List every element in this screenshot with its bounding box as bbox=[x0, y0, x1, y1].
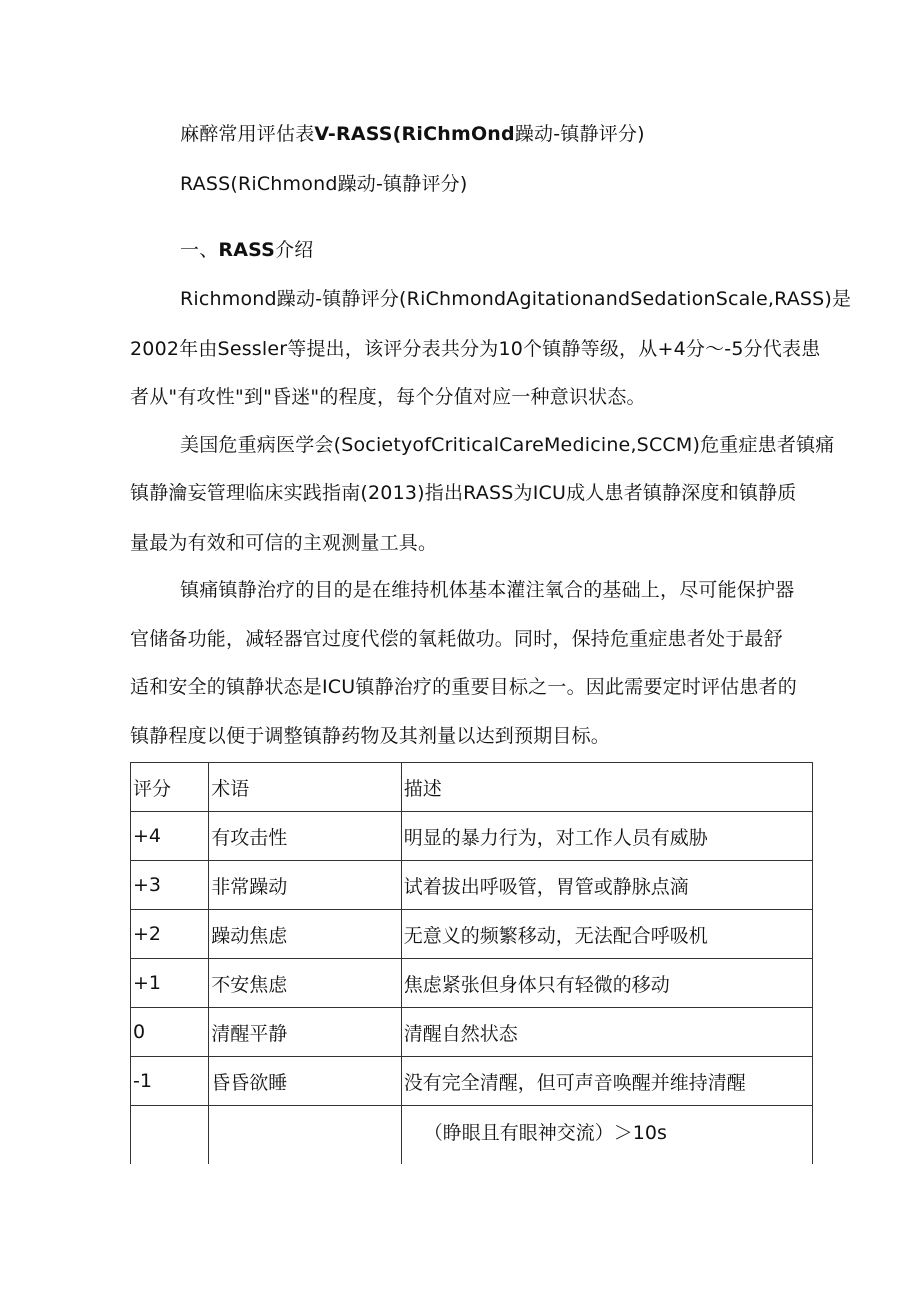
paragraph-line: Richmond躁动-镇静评分(RiChmondAgitationandSedationScale,RASS)是 bbox=[180, 288, 852, 310]
section-suffix: 介绍 bbox=[275, 239, 314, 261]
cell-description: 没有完全清醒，但可声音唤醒并维持清醒 bbox=[401, 1057, 812, 1106]
cell-description: 清醒自然状态 bbox=[401, 1008, 812, 1057]
cell-description: 明显的暴力行为，对工作人员有威胁 bbox=[401, 812, 812, 861]
cell-term: 躁动焦虑 bbox=[209, 910, 402, 959]
header-description: 描述 bbox=[401, 763, 812, 812]
paragraph-line: 镇痛镇静治疗的目的是在维持机体基本灌注氧合的基础上，尽可能保护器 bbox=[180, 579, 795, 601]
table-row bbox=[131, 861, 813, 910]
cell-score: +1 bbox=[131, 959, 209, 1008]
cell-term: 不安焦虑 bbox=[209, 959, 402, 1008]
paragraph-line: 美国危重病医学会(SocietyofCriticalCareMedicine,SCCM)危重症患者镇痛 bbox=[180, 434, 835, 456]
section-bold: RASS bbox=[218, 239, 276, 261]
cell-score: +4 bbox=[131, 812, 209, 861]
paragraph-line: 镇静程度以便于调整镇静药物及其剂量以达到预期目标。 bbox=[130, 725, 611, 747]
header-term: 术语 bbox=[209, 763, 402, 812]
table-row bbox=[131, 1008, 813, 1057]
table-row bbox=[131, 812, 813, 861]
cell-score: 0 bbox=[131, 1008, 209, 1057]
document-subtitle: RASS(RiChmond躁动-镇静评分) bbox=[180, 173, 468, 195]
cell-score: -1 bbox=[131, 1057, 209, 1106]
table-row bbox=[131, 1057, 813, 1106]
table-row bbox=[131, 910, 813, 959]
title-prefix: 麻醉常用评估表 bbox=[180, 123, 315, 145]
cell-description: （睁眼且有眼神交流）＞10s bbox=[401, 1106, 812, 1165]
title-suffix: 躁动-镇静评分) bbox=[514, 123, 645, 145]
cell-score: +3 bbox=[131, 861, 209, 910]
cell-score: +2 bbox=[131, 910, 209, 959]
rass-table bbox=[130, 762, 813, 1164]
cell-term: 有攻击性 bbox=[209, 812, 402, 861]
cell-description: 无意义的频繁移动，无法配合呼吸机 bbox=[401, 910, 812, 959]
paragraph-line: 量最为有效和可信的主观测量工具。 bbox=[130, 532, 438, 554]
cell-score bbox=[131, 1106, 209, 1165]
title-bold: V-RASS(RiChmOnd bbox=[314, 123, 515, 145]
section-heading bbox=[180, 238, 820, 262]
header-score: 评分 bbox=[131, 763, 209, 812]
document-title bbox=[180, 122, 820, 146]
cell-description: 试着拔出呼吸管，胃管或静脉点滴 bbox=[401, 861, 812, 910]
table-header-row bbox=[131, 763, 813, 812]
cell-term: 清醒平静 bbox=[209, 1008, 402, 1057]
paragraph-line: 适和安全的镇静状态是ICU镇静治疗的重要目标之一。因此需要定时评估患者的 bbox=[130, 676, 797, 698]
cell-description: 焦虑紧张但身体只有轻微的移动 bbox=[401, 959, 812, 1008]
cell-term bbox=[209, 1106, 402, 1165]
paragraph-line: 官储备功能，减轻器官过度代偿的氧耗做功。同时，保持危重症患者处于最舒 bbox=[130, 628, 783, 650]
table-row bbox=[131, 959, 813, 1008]
cell-term: 昏昏欲睡 bbox=[209, 1057, 402, 1106]
table-row bbox=[131, 1106, 813, 1165]
paragraph-line: 2002年由Sessler等提出，该评分表共分为10个镇静等级，从+4分～-5分代表患 bbox=[130, 338, 821, 360]
paragraph-line: 镇静瀹妄管理临床实践指南(2013)指出RASS为ICU成人患者镇静深度和镇静质 bbox=[130, 482, 797, 504]
paragraph-line: 者从"有攻性"到"昏迷"的程度，每个分值对应一种意识状态。 bbox=[130, 386, 646, 408]
section-prefix: 一、 bbox=[180, 239, 219, 261]
cell-term: 非常躁动 bbox=[209, 861, 402, 910]
